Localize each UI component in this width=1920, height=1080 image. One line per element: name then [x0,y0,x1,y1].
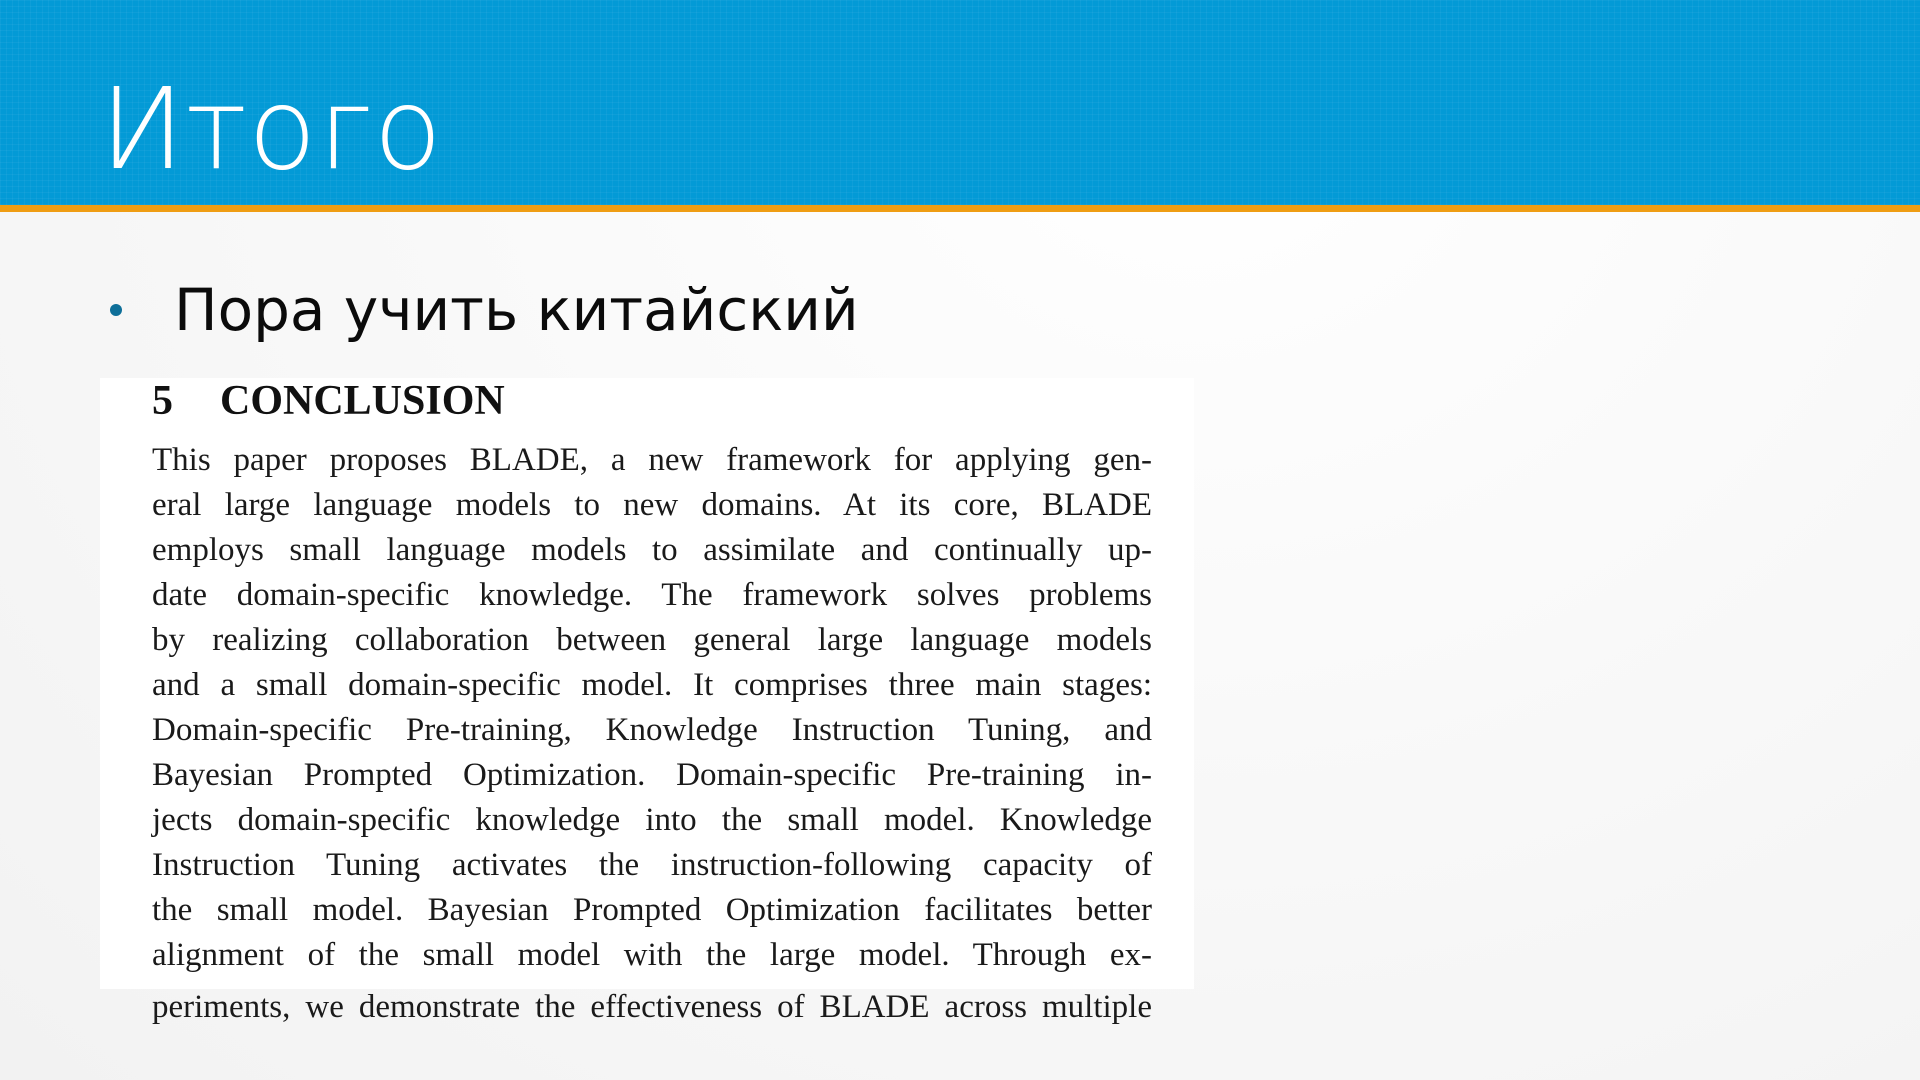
paper-line: and a small domain-specific model. It comprises three main stages: [152,667,1152,703]
header-divider [0,205,1920,212]
paper-line: jects domain-specific knowledge into the small model. Knowledge [152,802,1152,838]
paper-paragraph [152,438,1152,1025]
bullet-dot-icon [110,304,122,316]
bullet-text: Пора учить китайский [174,276,859,344]
paper-line: by realizing collaboration between general large language models [152,622,1152,658]
paper-line-cropped: periments, we demonstrate the effectiveness of BLADE across multiple [152,989,1152,1025]
paper-line: eral large language models to new domains. At its core, BLADE [152,487,1152,523]
paper-section-heading [152,378,505,424]
bullet-item [110,270,859,350]
slide-title: Итого [100,65,444,195]
paper-line: alignment of the small model with the large model. Through ex- [152,937,1152,973]
paper-line: date domain-specific knowledge. The framework solves problems [152,577,1152,613]
paper-line: Instruction Tuning activates the instruction-following capacity of [152,847,1152,883]
paper-section-number: 5 [152,378,173,424]
paper-line: Domain-specific Pre-training, Knowledge Instruction Tuning, and [152,712,1152,748]
paper-line: This paper proposes BLADE, a new framework for applying gen- [152,442,1152,478]
paper-line: employs small language models to assimilate and continually up- [152,532,1152,568]
paper-line: Bayesian Prompted Optimization. Domain-specific Pre-training in- [152,757,1152,793]
paper-excerpt-image [100,378,1194,1025]
paper-line: the small model. Bayesian Prompted Optimization facilitates better [152,892,1152,928]
slide-header [0,0,1920,205]
paper-section-title: CONCLUSION [220,378,505,424]
